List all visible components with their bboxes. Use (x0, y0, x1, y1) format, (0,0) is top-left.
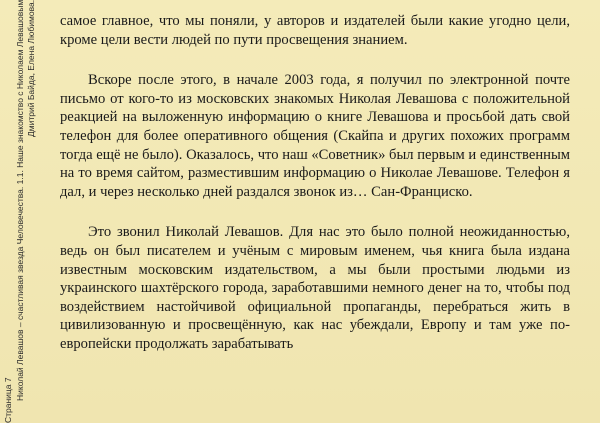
paragraph-1: самое главное, что мы поняли, у авторов и издателей были какие угодно цели, кроме цели вести людей по пути просвещения знанием. (60, 13, 570, 48)
running-title: Николай Левашов – счастливая звезда Человечества. 1.1. Наше знакомство с Николаем Левашовым (15, 0, 25, 402)
paragraph-3: Это звонил Николай Левашов. Для нас это было полной неожиданностью, ведь он был писателем и учёным с мировым именем, чья книга была издана известным московским издательством, а мы были простыми людьми из украинского шахтёрского города, заработавшими немного денег на то, чтобы под воздействием настойчивой официальной пропаганды, перебраться жить в цивилизованную и просвещённую, как нас убеждали, Европу и там уже по-европейски продолжать зарабатывать (60, 224, 570, 352)
paragraph-2: Вскоре после этого, в начале 2003 года, я получил по электронной почте письмо от кого-то из московских знакомых Николая Левашова с положительной реакцией на выложенную информацию о книге Левашова и просьбой дать свой телефон для более оперативного общения (Скайпа и других похожих программ тогда ещё не было). Оказалось, что наш «Советник» был первым и единственным на то время сайтом, разместившим информацию о Николае Левашове. Телефон я дал, и через несколько дней раздался звонок из… Сан-Франциско. (60, 72, 570, 200)
body-text (60, 12, 570, 354)
vertical-sidebar (0, 0, 46, 423)
page-number: Страница 7 (3, 377, 13, 423)
running-authors: Дмитрий Байда, Елена Любимова. (26, 0, 36, 138)
